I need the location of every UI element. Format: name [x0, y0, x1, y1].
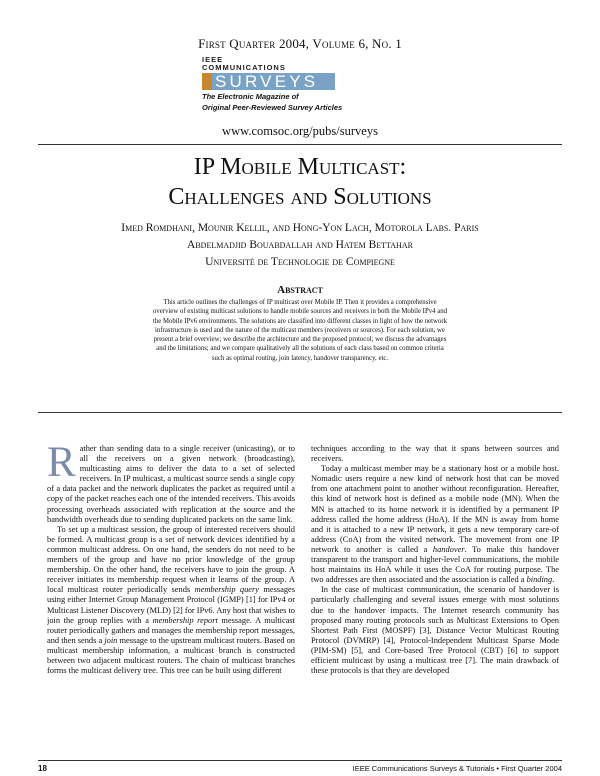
- body-column-left: [47, 444, 295, 750]
- header-divider: [38, 144, 562, 145]
- abstract-divider: [38, 412, 562, 413]
- article-title: [0, 152, 600, 212]
- paragraph: Today a multicast member may be a stationary host or a mobile host. Nomadic users require a new kind of network host that can be moved from one attachment point to another without reconfiguration. Hereafter, this kind of network host is defined as a mobile node (MN). When the MN is attached to its home network it is identified by a permanent IP address called the home address (HoA). If the MN is away from home and it is attached to a new IP network, it gets a new temporary care-of address (CoA) from the visited network. The movement from one IP network to another is called a handover. To make this handover transparent to the transport and higher-level communications, the mobile host maintains its HoA while it uses the CoA for routing purpose. The two addresses are then associated and the association is called a binding.: [311, 464, 559, 585]
- logo-surveys: SURVEYS: [202, 73, 335, 90]
- abstract-text: This article outlines the challenges of IP multicast over Mobile IP. Then it provides a comprehensive overview of existing multicast solutions to handle mobile sources and receivers in both the Mobile IPv4 and the Mobile IPv6 environments. The solutions are classified into different classes in light of how the network infrastructure is used and the nature of the multicast members (receivers or sources). For each solution, we present a brief overview; we describe the architecture and the proposed protocol; we discuss the advantages and the limitations; and we compare qualitatively all the solutions of each class based on common criteria such as optimal routing, join latency, handover transparency, etc.: [152, 299, 448, 362]
- journal-url[interactable]: www.comsoc.org/pubs/surveys: [222, 124, 378, 138]
- abstract-heading: Abstract: [277, 284, 323, 296]
- author-block: [0, 220, 600, 271]
- journal-logo: [202, 56, 422, 112]
- page-number: 18: [38, 764, 47, 773]
- issue-line: First Quarter 2004, Volume 6, No. 1: [198, 36, 402, 51]
- title-line-2: Challenges and Solutions: [168, 184, 432, 210]
- body-column-right: [311, 444, 559, 750]
- logo-tagline-2: Original Peer-Reviewed Survey Articles: [202, 103, 343, 112]
- authors-affiliation: Université de Technologie de Compiegne: [205, 256, 395, 268]
- logo-ieee: IEEE: [202, 55, 224, 64]
- paragraph: To set up a multicast session, the group of interested receivers should be formed. A multicast group is a set of network devices identified by a common multicast address. On one hand, the senders do not need to be members of the group and have no prior knowledge of the group membership. On the other hand, the receivers have to join the group. A receiver initiates its membership request when it learns of the group. A local multicast router periodically sends membership query messages using either Internet Group Management Protocol (IGMP) [1] for IPv4 or Multicast Listener Discovery (MLD) [2] for IPv6. Any host that wishes to join the group replies with a membership report message. A multicast router periodically gathers and manages the membership report messages, and then sends a join message to the upstream multicast routers. Based on multicast membership information, a multicast branch is constructed between two adjacent multicast routers. The chain of multicast branches forms the multicast delivery tree. This tree can be built using different: [47, 524, 295, 676]
- drop-cap: R: [47, 444, 76, 486]
- authors-line-2: Abdelmadjid Bouabdallah and Hatem Bettahar: [187, 239, 413, 251]
- logo-tagline-1: The Electronic Magazine of: [202, 92, 299, 101]
- authors-line-1: Imed Romdhani, Mounir Kellil, and Hong-Yon Lach, Motorola Labs. Paris: [121, 222, 479, 234]
- title-line-1: IP Mobile Multicast:: [193, 154, 407, 180]
- paragraph: Rather than sending data to a single receiver (unicasting), or to all the receivers on a given network (broadcasting), multicasting aims to deliver the data to a set of selected receivers. In IP multicast, a multicast source sends a single copy of a data packet and the network duplicates the packet as required until a copy of the packet reaches each one of the intended receivers. This avoids processing overheads associated with replication at the source and the bandwidth overheads due to sending duplicated packets on the same link.: [47, 444, 295, 524]
- footer-journal: IEEE Communications Surveys & Tutorials • First Quarter 2004: [352, 764, 562, 773]
- footer-divider: [38, 760, 562, 761]
- paragraph: In the case of multicast communication, the scenario of handover is particularly challenging and several issues emerge with most solutions due to the handover impacts. The Internet research community has proposed many routing protocols such as Multicast Extensions to Open Shortest Path First (MOSPF) [3], Distance Vector Multicast Routing Protocol (DVMRP) [4], Protocol-Independent Multicast Sparse Mode (PIM-SM) [5], and Core-based Tree Protocol (CBT) [6] to support efficient multicast by using a multicast tree [7]. The main drawback of these protocols is that they are developed: [311, 585, 559, 676]
- logo-communications: COMMUNICATIONS: [202, 63, 286, 72]
- paragraph: techniques according to the way that it spans between sources and receivers.: [311, 444, 559, 464]
